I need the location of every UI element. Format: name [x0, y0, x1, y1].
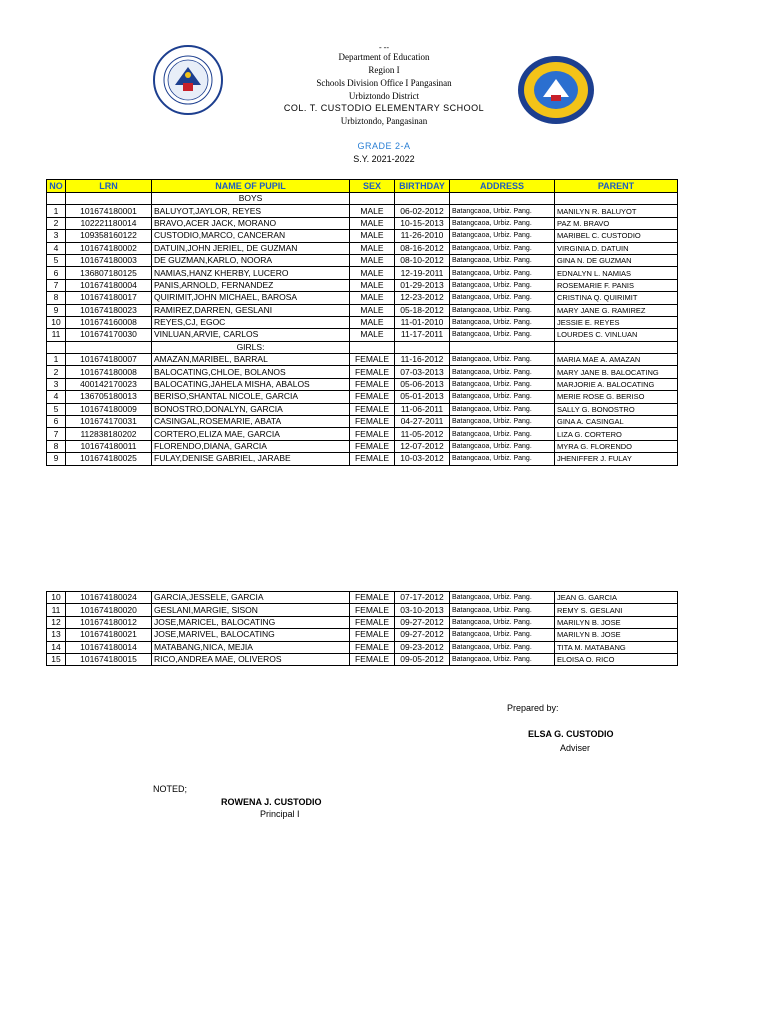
cell-name: CUSTODIO,MARCO, CANCERAN: [152, 230, 350, 242]
cell-sex: FEMALE: [350, 403, 395, 415]
cell-name: BRAVO,ACER JACK, MORANO: [152, 217, 350, 229]
cell-lrn: 101674180024: [66, 592, 152, 604]
cell-name: BALOCATING,CHLOE, BOLANOS: [152, 366, 350, 378]
empty-cell: [450, 193, 555, 205]
empty-cell: [555, 193, 678, 205]
cell-sex: FEMALE: [350, 366, 395, 378]
cell-birthday: 04-27-2011: [395, 416, 450, 428]
table-row: [47, 316, 678, 328]
cell-no: 11: [47, 604, 66, 616]
cell-birthday: 09-27-2012: [395, 629, 450, 641]
cell-name: BERISO,SHANTAL NICOLE, GARCIA: [152, 391, 350, 403]
table-row: [47, 267, 678, 279]
empty-cell: [66, 341, 152, 353]
cell-no: 9: [47, 304, 66, 316]
table-row: [47, 230, 678, 242]
empty-cell: [47, 193, 66, 205]
cell-sex: MALE: [350, 254, 395, 266]
cell-no: 3: [47, 378, 66, 390]
cell-address: Batangcaoa, Urbiz. Pang.: [450, 378, 555, 390]
col-header-name: NAME OF PUPIL: [152, 180, 350, 193]
table-row: [47, 641, 678, 653]
col-header-no: NO: [47, 180, 66, 193]
pupil-table-body: [47, 193, 678, 466]
cell-sex: MALE: [350, 267, 395, 279]
principal-name: ROWENA J. CUSTODIO: [221, 797, 322, 807]
cell-name: GESLANI,MARGIE, SISON: [152, 604, 350, 616]
cell-name: REYES,CJ, EGOC: [152, 316, 350, 328]
cell-parent: TITA M. MATABANG: [555, 641, 678, 653]
adviser-title: Adviser: [560, 743, 591, 753]
cell-address: Batangcaoa, Urbiz. Pang.: [450, 440, 555, 452]
cell-no: 10: [47, 316, 66, 328]
cell-name: MATABANG,NICA, MEJIA: [152, 641, 350, 653]
cell-sex: FEMALE: [350, 629, 395, 641]
cell-sex: FEMALE: [350, 378, 395, 390]
cell-parent: MANILYN R. BALUYOT: [555, 205, 678, 217]
cell-parent: LOURDES C. VINLUAN: [555, 329, 678, 341]
cell-sex: FEMALE: [350, 416, 395, 428]
cell-birthday: 07-03-2013: [395, 366, 450, 378]
cell-sex: MALE: [350, 279, 395, 291]
cell-name: RAMIREZ,DARREN, GESLANI: [152, 304, 350, 316]
cell-sex: MALE: [350, 329, 395, 341]
pupil-table: [46, 179, 678, 466]
col-header-birthday: BIRTHDAY: [395, 180, 450, 193]
cell-parent: MERIE ROSE G. BERISO: [555, 391, 678, 403]
cell-lrn: 101674180021: [66, 629, 152, 641]
cell-name: JOSE,MARIVEL, BALOCATING: [152, 629, 350, 641]
empty-cell: [47, 341, 66, 353]
cell-lrn: 101674180020: [66, 604, 152, 616]
empty-cell: [66, 193, 152, 205]
cell-name: BALUYOT,JAYLOR, REYES: [152, 205, 350, 217]
cell-lrn: 101674180009: [66, 403, 152, 415]
cell-parent: MARY JANE G. RAMIREZ: [555, 304, 678, 316]
cell-parent: EDNALYN L. NAMIAS: [555, 267, 678, 279]
cell-lrn: 101674180015: [66, 653, 152, 665]
cell-lrn: 112838180202: [66, 428, 152, 440]
boys-section-row-label: BOYS: [152, 193, 350, 205]
cell-parent: MARIBEL C. CUSTODIO: [555, 230, 678, 242]
table-row: [47, 403, 678, 415]
cell-no: 1: [47, 205, 66, 217]
cell-parent: MARY JANE B. BALOCATING: [555, 366, 678, 378]
grade-label: GRADE 2-A: [357, 141, 411, 151]
table-row: [47, 366, 678, 378]
cell-lrn: 101674160008: [66, 316, 152, 328]
cell-no: 10: [47, 592, 66, 604]
cell-address: Batangcaoa, Urbiz. Pang.: [450, 416, 555, 428]
cell-name: JOSE,MARICEL, BALOCATING: [152, 616, 350, 628]
table-row: [47, 304, 678, 316]
cell-birthday: 10-15-2013: [395, 217, 450, 229]
cell-lrn: 101674180003: [66, 254, 152, 266]
cell-address: Batangcaoa, Urbiz. Pang.: [450, 641, 555, 653]
cell-birthday: 05-01-2013: [395, 391, 450, 403]
table-row: [47, 242, 678, 254]
girls-section-row: [47, 341, 678, 353]
school-name: COL. T. CUSTODIO ELEMENTARY SCHOOL: [283, 103, 485, 113]
cell-name: BALOCATING,JAHELA MISHA, ABALOS: [152, 378, 350, 390]
cell-no: 12: [47, 616, 66, 628]
cell-no: 7: [47, 428, 66, 440]
empty-cell: [395, 193, 450, 205]
table-row: [47, 604, 678, 616]
cell-parent: ROSEMARIE F. PANIS: [555, 279, 678, 291]
cell-lrn: 109358160122: [66, 230, 152, 242]
deped-seal-logo: [153, 45, 223, 115]
boys-section-row: [47, 193, 678, 205]
cell-address: Batangcaoa, Urbiz. Pang.: [450, 391, 555, 403]
table-row: [47, 354, 678, 366]
cell-name: DE GUZMAN,KARLO, NOORA: [152, 254, 350, 266]
cell-lrn: 101674180001: [66, 205, 152, 217]
cell-sex: MALE: [350, 217, 395, 229]
cell-no: 6: [47, 267, 66, 279]
cell-no: 7: [47, 279, 66, 291]
cell-address: Batangcaoa, Urbiz. Pang.: [450, 205, 555, 217]
cell-address: Batangcaoa, Urbiz. Pang.: [450, 279, 555, 291]
empty-cell: [350, 341, 395, 353]
cell-no: 2: [47, 366, 66, 378]
cell-no: 4: [47, 242, 66, 254]
cell-birthday: 08-10-2012: [395, 254, 450, 266]
cell-birthday: 11-26-2010: [395, 230, 450, 242]
pupil-table-continued-body: [47, 592, 678, 666]
cell-address: Batangcaoa, Urbiz. Pang.: [450, 629, 555, 641]
dept-name: Department of Education: [338, 52, 430, 62]
cell-sex: FEMALE: [350, 653, 395, 665]
cell-parent: GINA N. DE GUZMAN: [555, 254, 678, 266]
cell-parent: SALLY G. BONOSTRO: [555, 403, 678, 415]
cell-birthday: 11-01-2010: [395, 316, 450, 328]
cell-address: Batangcaoa, Urbiz. Pang.: [450, 428, 555, 440]
cell-birthday: 07-17-2012: [395, 592, 450, 604]
cell-birthday: 09-27-2012: [395, 616, 450, 628]
cell-sex: FEMALE: [350, 391, 395, 403]
cell-no: 1: [47, 354, 66, 366]
cell-address: Batangcaoa, Urbiz. Pang.: [450, 242, 555, 254]
cell-sex: MALE: [350, 292, 395, 304]
cell-address: Batangcaoa, Urbiz. Pang.: [450, 230, 555, 242]
cell-no: 9: [47, 453, 66, 465]
cell-sex: MALE: [350, 205, 395, 217]
cell-name: CORTERO,ELIZA MAE, GARCIA: [152, 428, 350, 440]
school-address: Urbiztondo, Pangasinan: [340, 116, 428, 126]
cell-lrn: 101674180012: [66, 616, 152, 628]
cell-parent: JHENIFFER J. FULAY: [555, 453, 678, 465]
cell-parent: MARILYN B. JOSE: [555, 616, 678, 628]
cell-no: 15: [47, 653, 66, 665]
table-row: [47, 428, 678, 440]
cell-lrn: 101674170030: [66, 329, 152, 341]
cell-parent: VIRGINIA D. DATUIN: [555, 242, 678, 254]
cell-lrn: 102221180014: [66, 217, 152, 229]
cell-name: DATUIN,JOHN JERIEL, DE GUZMAN: [152, 242, 350, 254]
cell-name: GARCIA,JESSELE, GARCIA: [152, 592, 350, 604]
cell-birthday: 09-05-2012: [395, 653, 450, 665]
empty-cell: [555, 341, 678, 353]
cell-name: AMAZAN,MARIBEL, BARRAL: [152, 354, 350, 366]
cell-parent: MARJORIE A. BALOCATING: [555, 378, 678, 390]
table-row: [47, 205, 678, 217]
cell-address: Batangcaoa, Urbiz. Pang.: [450, 254, 555, 266]
cell-birthday: 11-06-2011: [395, 403, 450, 415]
table-row: [47, 254, 678, 266]
cell-birthday: 09-23-2012: [395, 641, 450, 653]
cell-lrn: 136807180125: [66, 267, 152, 279]
prepared-by-label: Prepared by:: [507, 703, 559, 713]
col-header-address: ADDRESS: [450, 180, 555, 193]
cell-name: RICO,ANDREA MAE, OLIVEROS: [152, 653, 350, 665]
header-topmark: - --: [379, 43, 389, 52]
cell-sex: FEMALE: [350, 354, 395, 366]
cell-address: Batangcaoa, Urbiz. Pang.: [450, 592, 555, 604]
empty-cell: [350, 193, 395, 205]
cell-birthday: 01-29-2013: [395, 279, 450, 291]
cell-no: 14: [47, 641, 66, 653]
table-row: [47, 292, 678, 304]
col-header-sex: SEX: [350, 180, 395, 193]
cell-address: Batangcaoa, Urbiz. Pang.: [450, 329, 555, 341]
pupil-table-continued: [46, 591, 678, 666]
cell-address: Batangcaoa, Urbiz. Pang.: [450, 217, 555, 229]
cell-sex: FEMALE: [350, 604, 395, 616]
cell-address: Batangcaoa, Urbiz. Pang.: [450, 267, 555, 279]
cell-no: 5: [47, 403, 66, 415]
cell-lrn: 101674180004: [66, 279, 152, 291]
principal-title: Principal I: [260, 809, 300, 819]
cell-lrn: 101674180007: [66, 354, 152, 366]
cell-sex: MALE: [350, 242, 395, 254]
cell-name: FULAY,DENISE GABRIEL, JARABE: [152, 453, 350, 465]
cell-lrn: 101674180017: [66, 292, 152, 304]
cell-parent: MYRA G. FLORENDO: [555, 440, 678, 452]
cell-sex: FEMALE: [350, 616, 395, 628]
empty-cell: [395, 341, 450, 353]
cell-address: Batangcaoa, Urbiz. Pang.: [450, 653, 555, 665]
cell-no: 13: [47, 629, 66, 641]
empty-cell: [450, 341, 555, 353]
cell-name: FLORENDO,DIANA, GARCIA: [152, 440, 350, 452]
cell-birthday: 11-17-2011: [395, 329, 450, 341]
table-row: [47, 592, 678, 604]
sdo-seal-logo: [517, 55, 595, 125]
cell-lrn: 101674170031: [66, 416, 152, 428]
cell-lrn: 101674180011: [66, 440, 152, 452]
table-row: [47, 217, 678, 229]
cell-address: Batangcaoa, Urbiz. Pang.: [450, 354, 555, 366]
cell-name: BONOSTRO,DONALYN, GARCIA: [152, 403, 350, 415]
district-name: Urbiztondo District: [348, 91, 420, 101]
cell-parent: LIZA G. CORTERO: [555, 428, 678, 440]
cell-name: NAMIAS,HANZ KHERBY, LUCERO: [152, 267, 350, 279]
table-row: [47, 629, 678, 641]
cell-lrn: 101674180014: [66, 641, 152, 653]
cell-name: PANIS,ARNOLD, FERNANDEZ: [152, 279, 350, 291]
cell-address: Batangcaoa, Urbiz. Pang.: [450, 292, 555, 304]
cell-no: 11: [47, 329, 66, 341]
cell-sex: FEMALE: [350, 428, 395, 440]
cell-no: 8: [47, 440, 66, 452]
cell-sex: FEMALE: [350, 440, 395, 452]
table-row: [47, 416, 678, 428]
cell-parent: JESSIE E. REYES: [555, 316, 678, 328]
cell-lrn: 400142170023: [66, 378, 152, 390]
cell-sex: MALE: [350, 316, 395, 328]
cell-no: 5: [47, 254, 66, 266]
cell-address: Batangcaoa, Urbiz. Pang.: [450, 604, 555, 616]
region-name: Region I: [368, 65, 400, 75]
cell-birthday: 10-03-2012: [395, 453, 450, 465]
cell-address: Batangcaoa, Urbiz. Pang.: [450, 616, 555, 628]
cell-sex: FEMALE: [350, 592, 395, 604]
school-year: S.Y. 2021-2022: [353, 154, 415, 164]
cell-birthday: 12-23-2012: [395, 292, 450, 304]
cell-address: Batangcaoa, Urbiz. Pang.: [450, 316, 555, 328]
cell-parent: GINA A. CASINGAL: [555, 416, 678, 428]
cell-address: Batangcaoa, Urbiz. Pang.: [450, 304, 555, 316]
cell-parent: REMY S. GESLANI: [555, 604, 678, 616]
cell-no: 2: [47, 217, 66, 229]
cell-birthday: 06-02-2012: [395, 205, 450, 217]
cell-lrn: 101674180008: [66, 366, 152, 378]
adviser-name: ELSA G. CUSTODIO: [528, 729, 614, 739]
cell-sex: MALE: [350, 230, 395, 242]
cell-parent: CRISTINA Q. QUIRIMIT: [555, 292, 678, 304]
cell-lrn: 101674180025: [66, 453, 152, 465]
cell-lrn: 101674180023: [66, 304, 152, 316]
cell-sex: MALE: [350, 304, 395, 316]
cell-birthday: 05-18-2012: [395, 304, 450, 316]
col-header-lrn: LRN: [66, 180, 152, 193]
cell-no: 6: [47, 416, 66, 428]
cell-name: VINLUAN,ARVIE, CARLOS: [152, 329, 350, 341]
cell-parent: PAZ M. BRAVO: [555, 217, 678, 229]
cell-name: QUIRIMIT,JOHN MICHAEL, BAROSA: [152, 292, 350, 304]
cell-address: Batangcaoa, Urbiz. Pang.: [450, 453, 555, 465]
table-row: [47, 378, 678, 390]
cell-no: 3: [47, 230, 66, 242]
cell-birthday: 05-06-2013: [395, 378, 450, 390]
cell-parent: ELOISA O. RICO: [555, 653, 678, 665]
table-header-row: [47, 180, 678, 193]
table-row: [47, 453, 678, 465]
cell-parent: MARILYN B. JOSE: [555, 629, 678, 641]
cell-birthday: 03-10-2013: [395, 604, 450, 616]
table-row: [47, 440, 678, 452]
table-row: [47, 391, 678, 403]
division-name: Schools Division Office I Pangasinan: [316, 78, 452, 88]
cell-birthday: 11-05-2012: [395, 428, 450, 440]
cell-birthday: 08-16-2012: [395, 242, 450, 254]
girls-section-row-label: GIRLS:: [152, 341, 350, 353]
cell-lrn: 101674180002: [66, 242, 152, 254]
cell-sex: FEMALE: [350, 641, 395, 653]
cell-birthday: 12-19-2011: [395, 267, 450, 279]
cell-name: CASINGAL,ROSEMARIE, ABATA: [152, 416, 350, 428]
cell-address: Batangcaoa, Urbiz. Pang.: [450, 366, 555, 378]
cell-lrn: 136705180013: [66, 391, 152, 403]
cell-birthday: 11-16-2012: [395, 354, 450, 366]
table-row: [47, 279, 678, 291]
table-row: [47, 653, 678, 665]
col-header-parent: PARENT: [555, 180, 678, 193]
cell-no: 4: [47, 391, 66, 403]
table-row: [47, 329, 678, 341]
noted-label: NOTED;: [153, 784, 188, 794]
cell-parent: JEAN G. GARCIA: [555, 592, 678, 604]
table-row: [47, 616, 678, 628]
cell-parent: MARIA MAE A. AMAZAN: [555, 354, 678, 366]
cell-address: Batangcaoa, Urbiz. Pang.: [450, 403, 555, 415]
cell-birthday: 12-07-2012: [395, 440, 450, 452]
cell-sex: FEMALE: [350, 453, 395, 465]
cell-no: 8: [47, 292, 66, 304]
